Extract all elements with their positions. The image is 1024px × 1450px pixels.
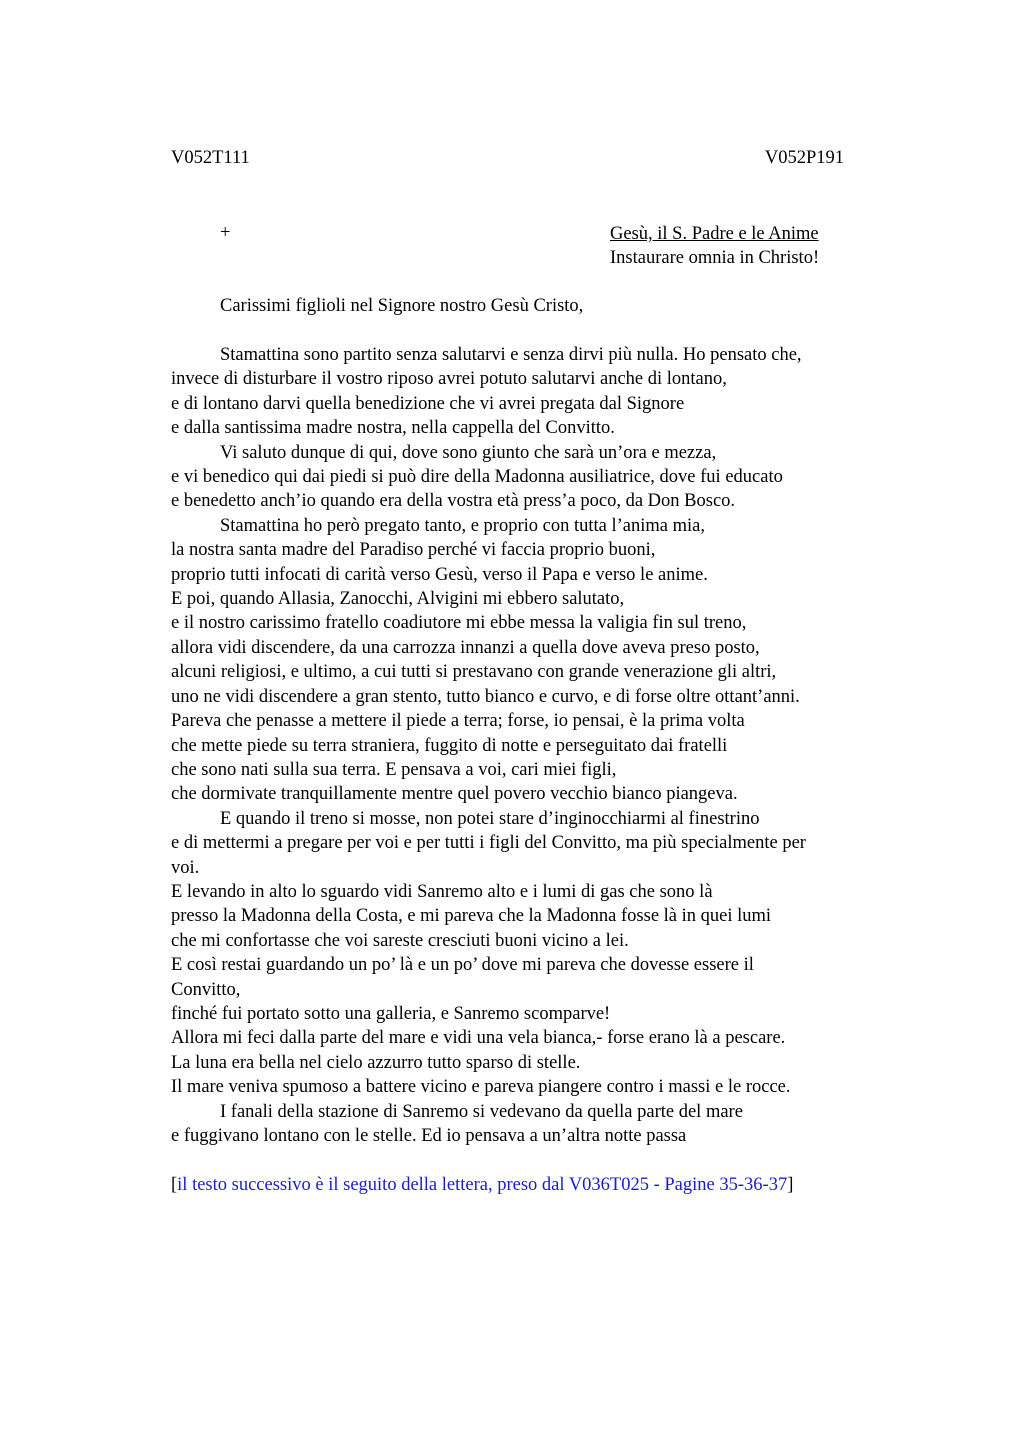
body-line: invece di disturbare il vostro riposo avrei potuto salutarvi anche di lontano, [171, 369, 727, 390]
document-ref-left: V052T111 [171, 148, 250, 168]
document-ref-right: V052P191 [764, 148, 844, 168]
note-text: il testo successivo è il seguito della lettera, preso dal V036T025 - Pagine 35-36-37 [177, 1175, 788, 1195]
body-line: I fanali della stazione di Sanremo si vedevano da quella parte del mare [220, 1101, 743, 1122]
body-line: proprio tutti infocati di carità verso Gesù, verso il Papa e verso le anime. [171, 564, 708, 585]
body-line: che dormivate tranquillamente mentre quel povero vecchio bianco piangeva. [171, 784, 738, 805]
body-line: E poi, quando Allasia, Zanocchi, Alvigini mi ebbero salutato, [171, 589, 625, 610]
body-line: e vi benedico qui dai piedi si può dire della Madonna ausiliatrice, dove fui educato [171, 467, 783, 488]
body-line: Vi saluto dunque di qui, dove sono giunto che sarà un’ora e mezza, [220, 442, 717, 463]
body-line: Pareva che penasse a mettere il piede a terra; forse, io pensai, è la prima volta [171, 711, 745, 732]
body-line: presso la Madonna della Costa, e mi pareva che la Madonna fosse là in quei lumi [171, 906, 772, 927]
body-line: alcuni religiosi, e ultimo, a cui tutti si prestavano con grande venerazione gli altri, [171, 662, 777, 683]
motto-line-2: Instaurare omnia in Christo! [610, 248, 820, 268]
body-line: e di lontano darvi quella benedizione che vi avrei pregata dal Signore [171, 393, 685, 414]
note-close-bracket: ] [787, 1175, 794, 1195]
body-line: Il mare veniva spumoso a battere vicino e pareva piangere contro i massi e le rocce. [171, 1077, 791, 1098]
body-line: Stamattina sono partito senza salutarvi e senza dirvi più nulla. Ho pensato che, [220, 345, 802, 365]
body-line: voi. [171, 857, 200, 878]
body-line: che sono nati sulla sua terra. E pensava a voi, cari miei figli, [171, 759, 617, 780]
body-line: la nostra santa madre del Paradiso perché vi faccia proprio buoni, [171, 540, 656, 561]
body-line: E levando in alto lo sguardo vidi Sanremo alto e i lumi di gas che sono là [171, 881, 713, 902]
note-open-bracket: [ [171, 1175, 178, 1195]
body-line: finché fui portato sotto una galleria, e Sanremo scomparve! [171, 1003, 611, 1024]
body-line: e dalla santissima madre nostra, nella cappella del Convitto. [171, 418, 615, 439]
letter-body [171, 343, 891, 1148]
body-line: e di mettermi a pregare per voi e per tutti i figli del Convitto, ma più specialmente per [171, 833, 806, 854]
body-line: allora vidi discendere, da una carrozza innanzi a quella dove aveva preso posto, [171, 637, 760, 658]
body-line: che mette piede su terra straniera, fuggito di notte e perseguitato dai fratelli [171, 735, 728, 756]
body-line: Stamattina ho però pregato tanto, e proprio con tutta l’anima mia, [220, 515, 705, 536]
body-line: uno ne vidi discendere a gran stento, tutto bianco e curvo, e di forse oltre ottant’anni. [171, 686, 800, 707]
body-line: Convitto, [171, 979, 241, 1000]
editorial-note [171, 1173, 793, 1197]
body-line: e fuggivano lontano con le stelle. Ed io pensava a un’altra notte passa [171, 1126, 687, 1146]
body-line: che mi confortasse che voi sareste cresciuti buoni vicino a lei. [171, 930, 629, 951]
body-line: E quando il treno si mosse, non potei stare d’inginocchiarmi al finestrino [220, 808, 760, 829]
body-line: e il nostro carissimo fratello coadiutore mi ebbe messa la valigia fin sul treno, [171, 613, 747, 634]
body-line: La luna era bella nel cielo azzurro tutto sparso di stelle. [171, 1052, 581, 1073]
salutation: Carissimi figlioli nel Signore nostro Gesù Cristo, [220, 296, 584, 316]
cross-symbol: + [220, 223, 231, 243]
body-line: e benedetto anch’io quando era della vostra età press’a poco, da Don Bosco. [171, 491, 736, 512]
body-line: E così restai guardando un po’ là e un po’ dove mi pareva che dovesse essere il [171, 955, 754, 976]
body-line: Allora mi feci dalla parte del mare e vidi una vela bianca,- forse erano là a pescare. [171, 1028, 786, 1049]
motto-line-1: Gesù, il S. Padre e le Anime [610, 224, 819, 244]
motto-block [610, 222, 819, 270]
